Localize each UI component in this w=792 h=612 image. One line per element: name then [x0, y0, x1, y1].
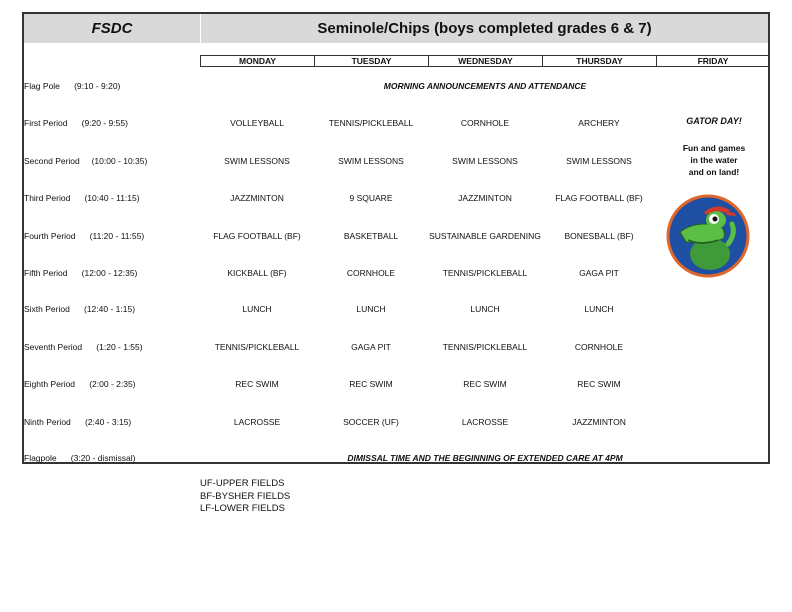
activity-cell: LACROSSE — [461, 417, 509, 427]
activity-cell: SWIM LESSONS — [338, 156, 404, 166]
schedule-title: Seminole/Chips (boys completed grades 6 & 7) — [201, 14, 768, 43]
period-label: Flag Pole (9:10 - 9:20) — [24, 81, 121, 91]
activity-cell: SOCCER (UF) — [343, 417, 399, 427]
activity-cell: JAZZMINTON — [230, 193, 284, 203]
friday-line: and on land! — [688, 167, 740, 177]
schedule-row — [24, 340, 768, 354]
legend-item: UF-UPPER FIELDS — [200, 478, 285, 489]
activity-cell: TENNIS/PICKLEBALL — [442, 342, 528, 352]
dismissal-note: DIMISSAL TIME AND THE BEGINNING OF EXTENDED CARE AT 4PM — [347, 453, 623, 463]
activity-cell: TENNIS/PICKLEBALL — [442, 268, 528, 278]
activity-cell: SWIM LESSONS — [566, 156, 632, 166]
activity-cell: LUNCH — [470, 304, 500, 314]
period-label: Flagpole (3:20 - dismissal) — [24, 453, 136, 463]
schedule-row — [24, 191, 768, 205]
activity-cell: 9 SQUARE — [349, 193, 393, 203]
activity-cell: FLAG FOOTBALL (BF) — [213, 231, 301, 241]
activity-cell: KICKBALL (BF) — [227, 268, 287, 278]
activity-cell: CORNHOLE — [346, 268, 396, 278]
schedule-row — [24, 377, 768, 391]
activity-cell: REC SWIM — [235, 379, 279, 389]
schedule-row — [24, 79, 768, 93]
day-header-row — [200, 55, 770, 67]
activity-cell: CORNHOLE — [574, 342, 624, 352]
schedule-table — [22, 12, 770, 464]
activity-cell: JAZZMINTON — [458, 193, 512, 203]
activity-cell: LUNCH — [584, 304, 614, 314]
activity-cell: SWIM LESSONS — [452, 156, 518, 166]
activity-cell: REC SWIM — [463, 379, 507, 389]
morning-note: MORNING ANNOUNCEMENTS AND ATTENDANCE — [383, 81, 587, 91]
period-label: Third Period (10:40 - 11:15) — [24, 193, 140, 203]
activity-cell: TENNIS/PICKLEBALL — [214, 342, 300, 352]
period-label: Second Period (10:00 - 10:35) — [24, 156, 148, 166]
period-label: Fourth Period (11:20 - 11:55) — [24, 231, 145, 241]
activity-cell: REC SWIM — [577, 379, 621, 389]
friday-line: Fun and games — [682, 143, 746, 153]
activity-cell: JAZZMINTON — [572, 417, 626, 427]
schedule-row — [24, 451, 768, 465]
legend-item: BF-BYSHER FIELDS — [200, 490, 291, 502]
friday-line: in the water — [690, 155, 738, 165]
schedule-row — [24, 415, 768, 429]
friday-description — [672, 142, 756, 178]
activity-cell: BASKETBALL — [343, 231, 399, 241]
activity-cell: SUSTAINABLE GARDENING — [429, 231, 541, 241]
period-label: Fifth Period (12:00 - 12:35) — [24, 268, 138, 278]
period-label: Seventh Period (1:20 - 1:55) — [24, 342, 143, 352]
schedule-row — [24, 302, 768, 316]
day-tuesday: TUESDAY — [315, 56, 429, 66]
period-label: Sixth Period (12:40 - 1:15) — [24, 304, 136, 314]
activity-cell: ARCHERY — [578, 118, 620, 128]
day-friday: FRIDAY — [657, 56, 770, 66]
activity-cell: SWIM LESSONS — [224, 156, 290, 166]
day-thursday: THURSDAY — [543, 56, 657, 66]
period-label: Ninth Period (2:40 - 3:15) — [24, 417, 132, 427]
activity-cell: FLAG FOOTBALL (BF) — [555, 193, 643, 203]
activity-cell: GAGA PIT — [351, 342, 391, 352]
org-name: FSDC — [24, 14, 201, 43]
activity-cell: TENNIS/PICKLEBALL — [328, 118, 414, 128]
activity-cell: BONESBALL (BF) — [564, 231, 634, 241]
activity-cell: GAGA PIT — [579, 268, 619, 278]
activity-cell: VOLLEYBALL — [230, 118, 284, 128]
activity-cell: REC SWIM — [349, 379, 393, 389]
day-wednesday: WEDNESDAY — [429, 56, 543, 66]
schedule-row — [24, 229, 768, 243]
period-label: Eighth Period (2:00 - 2:35) — [24, 379, 136, 389]
field-legend — [200, 478, 290, 516]
schedule-row — [24, 266, 768, 280]
activity-cell: LUNCH — [356, 304, 386, 314]
day-monday: MONDAY — [201, 56, 315, 66]
activity-cell: LUNCH — [242, 304, 272, 314]
gator-day-label: GATOR DAY! — [686, 116, 742, 126]
gator-mascot-icon — [666, 194, 750, 278]
legend-item: LF-LOWER FIELDS — [200, 503, 285, 514]
activity-cell: LACROSSE — [233, 417, 281, 427]
schedule-row — [24, 154, 768, 168]
activity-cell: CORNHOLE — [460, 118, 510, 128]
period-label: First Period (9:20 - 9:55) — [24, 118, 128, 128]
